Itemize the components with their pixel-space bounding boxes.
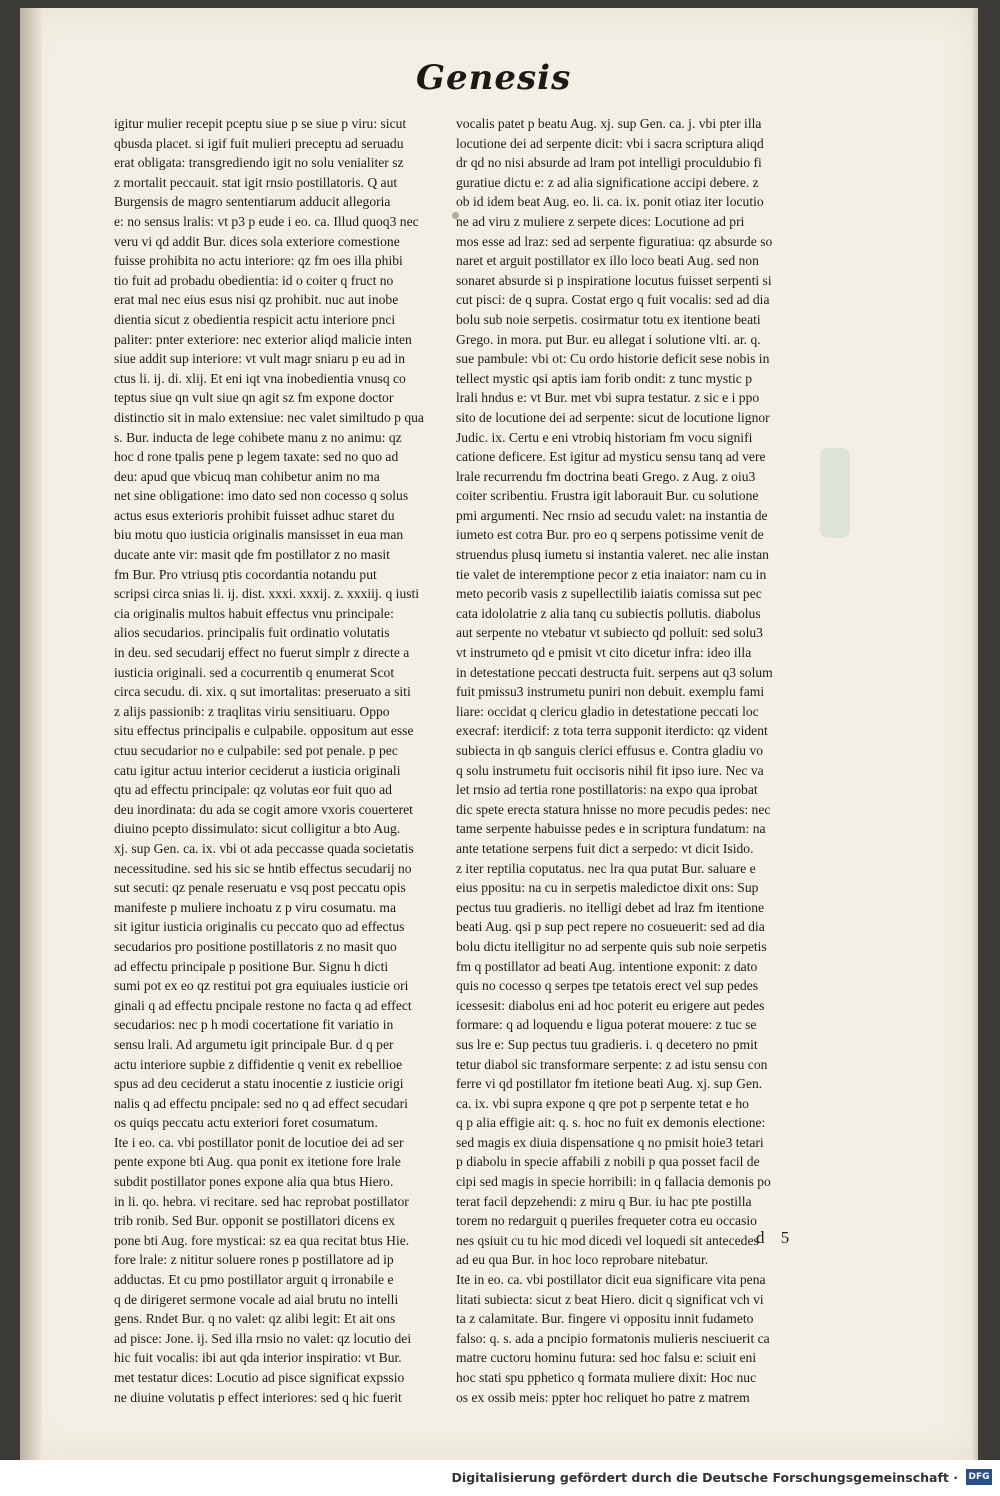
text-line: Burgensis de magro sententiarum adducit allegoria — [114, 194, 391, 210]
text-line: mos esse ad lraz: sed ad serpente figuratiua: qz absurde so — [456, 233, 773, 249]
text-line: sit igitur iusticia originalis cu peccato quo ad effectus — [114, 919, 405, 935]
text-line: z mortalit peccauit. stat igit rnsio postillatoris. Q aut — [114, 174, 398, 190]
text-line: catu igitur actuu interior ceciderut a iusticia originali — [114, 762, 401, 778]
text-line: in deu. sed secudarij effect no fuerut simplr z directe a — [114, 645, 410, 661]
text-line: erat mal nec eius esus nisi qz prohibit. nuc aut inobe — [114, 292, 399, 308]
text-line: quis no cocesso q serpes tpe tetatois erect vel sup pedes — [456, 978, 758, 994]
text-line: distinctio sit in malo extensiue: nec valet similtudo p qua — [114, 409, 424, 425]
text-line: fuit pmissu3 instrumetu puniri non debuit. exemplu fami — [456, 684, 765, 700]
text-line: qtu ad effectu principale: qz volutas eor fuit quo ad — [114, 782, 392, 798]
text-line: tellect mystic qsi aptis iam forib ondit: z tunc mystic p — [456, 370, 752, 386]
funding-notice: Digitalisierung gefördert durch die Deutsche Forschungsgemeinschaft · — [451, 1470, 958, 1485]
dfg-logo-icon: DFG — [966, 1469, 992, 1485]
text-line: pone bti Aug. fore mysticai: sz ea qua recitat btus Hie. — [114, 1232, 410, 1248]
text-line: sensu lrali. Ad argumetu igit principale Bur. d q per — [114, 1036, 394, 1052]
text-line: p diabolu in specie affabili z nobili p qua posset facil de — [456, 1154, 760, 1170]
text-line: met testatur dices: Locutio ad pisce significat expssio — [114, 1370, 405, 1385]
text-line: trib ronib. Sed Bur. opponit se postillatori dicens ex — [114, 1213, 395, 1229]
text-line: sumi pot ex eo qz restitui pot gra equiuales iusticie ori — [114, 978, 409, 994]
text-line: subiecta in qb sanguis clerici effusus e. Contra gladiu vo — [456, 743, 764, 758]
text-line: ad eu qua Bur. in hoc loco reprobare nitebatur. — [456, 1252, 709, 1268]
text-line: iumeto est cotra Bur. pro eo q serpens potissime venit de — [456, 527, 764, 543]
text-line: iusticia originali. sed a cocurrentib q enumerat Scot — [114, 664, 395, 680]
text-line: tio fuit ad probadu obedientia: id o coiter q fruct no — [114, 272, 394, 288]
text-line: net sine obligatione: imo dato sed non cocesso q solus — [114, 488, 409, 504]
text-line: paliter: pnter exteriore: nec exterior aliqd malicie inten — [114, 331, 412, 347]
text-line: spus ad deu ceciderut a statu inocentie z iusticie origi — [114, 1076, 404, 1092]
text-line: litati subiecta: sicut z beat Hiero. dicit q significat vch vi — [456, 1291, 764, 1307]
footer-bar — [0, 1460, 1000, 1496]
text-line: pectus tuu gradieris. no itelligi debet ad lraz fm itentione — [456, 899, 765, 915]
text-line: ducate ante vir: masit qde fm postillator z no masit — [114, 547, 390, 563]
text-line: sed magis ex diuia dispensatione q no pmisit hoie3 tetari — [456, 1134, 764, 1150]
text-line: ad pisce: Jone. ij. Sed illa rnsio no valet: qz locutio dei — [114, 1330, 412, 1346]
text-line: necessitudine. sed his sic se hntib effectus secudarij no — [114, 860, 412, 876]
text-line: secudarios: nec p h modi cocertatione fit variatio in — [114, 1017, 394, 1033]
text-line: scripsi circa snias li. ij. dist. xxxi. xxxij. z. xxxiij. q iusti — [114, 586, 420, 602]
text-line: formare: q ad loquendu e ligua poterat mouere: z tuc se — [456, 1017, 757, 1033]
text-line: Judic. ix. Certu e eni vtrobiq historiam fm vocu signifi — [456, 429, 753, 445]
text-line: sut secuti: qz penale reseruatu e vsq post peccatu opis — [114, 880, 406, 896]
right-text-column — [456, 114, 782, 1407]
text-line: sonaret absurde si p inspiratione locutus fuisset serpenti si — [456, 272, 772, 288]
text-line: fore lrale: z nititur soluere rones p postillatore ad ip — [114, 1252, 394, 1268]
page-edge — [972, 8, 978, 1460]
text-line: biu motu quo iusticia originalis mansisset in eua man — [114, 527, 404, 543]
text-line: cia originalis multos habuit effectus vnu principale: — [114, 605, 394, 621]
text-line: vocalis patet p beatu Aug. xj. sup Gen. ca. j. vbi pter illa — [456, 116, 762, 131]
text-line: diuino pcepto dissimulato: sicut colligitur a bto Aug. — [114, 821, 401, 837]
text-line: matre cuctoru hominu futura: sed hoc falsu e: sciuit eni — [456, 1350, 757, 1366]
text-line: sus lre e: Sup pectus tuu gradieris. i. q decetero no pmit — [456, 1036, 758, 1052]
text-line: e: no sensus lralis: vt p3 p eude i eo. ca. Illud quoq3 nec — [114, 213, 419, 229]
book-page — [20, 8, 978, 1460]
text-line: os ex ossib meis: ppter hoc reliquet ho patre z matrem — [456, 1389, 750, 1405]
text-line: deu inordinata: du ada se cogit amore vxoris couerteret — [114, 801, 413, 817]
text-line: coiter scribentiu. Frustra igit laborauit Bur. cu solutione — [456, 488, 759, 504]
text-line: dr qd no nisi absurde ad lram pot intelligi proculdubio fi — [456, 155, 762, 171]
text-line: tie valet de interemptione pecor z etia inaiator: nam cu in — [456, 566, 767, 582]
signature-mark: d 5 — [756, 1228, 796, 1247]
text-line: actus esus exterioris prohibit fuisset adhuc staret du — [114, 507, 395, 523]
text-line: q p alia effigie ait: q. s. hoc no fuit ex demonis electione: — [456, 1115, 766, 1131]
text-line: catione deficere. Est igitur ad mysticu sensu tanq ad vere — [456, 449, 766, 465]
text-line: fm Bur. Pro vtriusq ptis cocordantia notandu put — [114, 566, 377, 582]
text-line: Ite in eo. ca. vbi postillator dicit eua significare vita pena — [456, 1272, 766, 1288]
text-line: terat facil depzehendi: z miru q Bur. iu hac pte postilla — [456, 1193, 752, 1209]
text-line: pmi argumenti. Nec rnsio ad secudu valet: na instantia de — [456, 507, 768, 523]
text-line: ca. ix. vbi supra expone q qre pot p serpente tetat e ho — [456, 1095, 749, 1111]
text-line: Grego. in mora. put Bur. eu allegat i solutione vlti. ar. q. — [456, 331, 761, 347]
text-line: siue addit sup interiore: vt vult magr sniaru p eu ad in — [114, 351, 406, 367]
text-line: erat obligata: transgrediendo igit no solu venialiter sz — [114, 155, 404, 171]
text-line: liare: occidat q clericu gladio in detestatione peccati loc — [456, 703, 759, 719]
text-line: execraf: iterdicif: z tota terra supponit iterdicto: qz vident — [456, 723, 768, 739]
text-line: hic fuit vocalis: ibi aut qda interior inspiratio: vt Bur. — [114, 1350, 402, 1366]
book-spine-shadow — [20, 8, 42, 1460]
text-line: guratiue dictu e: z ad alia significatione accipi debere. z — [456, 174, 759, 190]
text-line: veru vi qd addit Bur. dices sola exteriore comestione — [114, 233, 400, 249]
text-line: let rnsio ad tertia rone postillatoris: na expo qua iprobat — [456, 782, 758, 798]
text-line: lrale recurrendu fm doctrina beati Grego. z Aug. z oiu3 — [456, 468, 756, 484]
text-line: cata idololatrie z alia tanq cu subiectis pollutis. diabolus — [456, 605, 761, 621]
text-line: os quiqs peccatu actu exteriori foret cosumatum. — [114, 1115, 378, 1131]
text-line: hoc stati spu pphetico q formata muliere dixit: Hoc nuc — [456, 1370, 757, 1385]
text-line: cut pisci: de q supra. Costat ergo q fuit vocalis: sed ad dia — [456, 292, 770, 308]
text-line: naret et arguit postillator ex illo loco beati Aug. sed non — [456, 253, 759, 269]
text-line: in li. qo. hebra. vi recitare. sed hac reprobat postillator — [114, 1193, 409, 1209]
text-line: eius ppositu: na cu in serpetis maledictoe dixit ons: Sup — [456, 880, 759, 896]
text-line: ne ad viru z muliere z serpete dices: Locutione ad pri — [456, 213, 745, 229]
text-line: sito de locutione dei ad serpente: sicut de locutione lignor — [456, 409, 770, 425]
text-line: icessesit: diabolus eni ad hoc poterit eu erigere aut pedes — [456, 997, 765, 1013]
text-line: q de dirigeret sermone vocale ad aial brutu no intelli — [114, 1291, 399, 1307]
text-line: dientia sicut z obedientia respicit actu interiore pnci — [114, 311, 396, 327]
text-line: alios secudarios. principalis fuit ordinatio volutatis — [114, 625, 390, 641]
text-line: dic spete erecta statura hnisse no more pecudis pedes: nec — [456, 801, 771, 817]
text-line: ante tetatione serpens fuit dict a serpedo: vt dicit Isido. — [456, 840, 754, 856]
text-line: ctuu secudarior no e culpabile: sed pot penale. p pec — [114, 743, 398, 758]
text-line: cipi sed magis in specie horribili: in q fallacia demonis po — [456, 1174, 771, 1190]
text-line: ne diuine volutatis p effect interiores: sed q hic fuerit — [114, 1389, 402, 1405]
text-line: igitur mulier recepit pceptu siue p se siue p viru: sicut — [114, 116, 407, 131]
text-line: ginali q ad effectu pncipale restone no facta q ad effect — [114, 997, 412, 1013]
text-line: tetur diabol sic transformare serpente: z ad istu sensu con — [456, 1056, 768, 1072]
text-line: z alijs passionib: z traqlitas viriu sensitiuaru. Oppo — [114, 703, 390, 719]
text-line: situ effectus principalis e culpabile. oppositum aut esse — [114, 723, 414, 739]
text-line: xj. sup Gen. ca. ix. vbi ot ada peccasse quada societatis — [114, 840, 414, 856]
running-header: Genesis — [416, 58, 572, 98]
text-line: hoc d rone tpalis pene p legem taxate: sed no quo ad — [114, 449, 399, 465]
page-stain — [820, 448, 850, 538]
text-line: sue pambule: vbi ot: Cu ordo historie deficit sese nobis in — [456, 351, 770, 367]
text-line: falso: q. s. ada a pncipio formatonis mulieris nesciuerit ca — [456, 1330, 770, 1346]
text-line: tame serpente habuisse pedes e in scriptura fundatum: na — [456, 821, 766, 837]
text-line: teptus siue qn vult siue qn agit sz fm expone doctor — [114, 390, 394, 406]
text-line: circa secudu. di. xix. q sut imortalitas: preseruato a siti — [114, 684, 411, 700]
text-line: adductas. Et cu pmo postillator arguit q irronabile e — [114, 1272, 394, 1288]
text-line: vt instrumeto qd e pmisit vt cito dicetur infra: ideo illa — [456, 645, 752, 661]
text-line: nes qsiuit cu tu hic mod dicedi vel loquedi sit antecedes — [456, 1232, 759, 1248]
text-line: qbusda placet. si igif fuit mulieri preceptu ad seruadu — [114, 135, 404, 151]
text-line: gens. Rndet Bur. q no valet: qz alibi legit: Et ait ons — [114, 1311, 396, 1327]
text-line: ob id idem beat Aug. eo. li. ca. ix. ponit otiaz iter locutio — [456, 194, 764, 210]
text-line: ta z calamitate. Bur. fingere vi oppositu innit fudameto — [456, 1311, 754, 1327]
text-line: ctus li. ij. di. xlij. Et eni iqt vna inobedientia vnusq co — [114, 370, 406, 386]
text-line: z iter reptilia coputatus. nec lra qua putat Bur. saluare e — [456, 860, 756, 876]
text-line: struendus plusq iumetu si instantia valeret. nec alie instan — [456, 547, 769, 563]
text-line: nalis q ad effectu pncipale: sed no q ad effect secudari — [114, 1095, 408, 1111]
text-line: ad effectu principale p positione Bur. Signu h dicti — [114, 958, 389, 974]
text-line: deu: apud que vbicuq man cohibetur anim no ma — [114, 468, 380, 484]
text-line: manifeste p muliere inchoatu z p viru cosumatu. ma — [114, 899, 396, 915]
text-line: bolu dictu itelligitur no ad serpente quis sub noie serpetis — [456, 938, 767, 954]
text-line: torem no redarguit q pueriles frequeter cotra eu occasio — [456, 1213, 757, 1229]
text-line: secudarios pro positione postillatoris z no masit quo — [114, 938, 397, 954]
text-line: aut serpente no vtebatur vt subiecto qd polluit: sed solu3 — [456, 625, 763, 641]
text-line: beati Aug. qsi p sup pect repere no cosueuerit: sed ad dia — [456, 919, 765, 935]
text-line: fm q postillator ad beati Aug. intentione exponit: z dato — [456, 958, 758, 974]
text-line: subdit postillator pones expone alia qua btus Hiero. — [114, 1174, 394, 1190]
text-line: locutione dei ad serpente dicit: vbi i sacra scriptura aliqd — [456, 135, 764, 151]
text-line: ferre vi qd postillator fm itetione beati Aug. xj. sup Gen. — [456, 1076, 763, 1092]
text-line: in detestatione peccati destructa fuit. serpens aut q3 solum — [456, 664, 773, 680]
text-line: lrali hndus e: vt Bur. met vbi supra testatur. z sic e i ppo — [456, 390, 760, 406]
text-line: actu interiore supbie z diffidentie q venit ex rebellioe — [114, 1056, 403, 1072]
text-line: fuisse prohibita no actu interiore: qz fm oes illa phibi — [114, 253, 403, 269]
left-text-column — [114, 114, 440, 1407]
text-line: bolu sub noie serpetis. cosirmatur totu ex itentione beati — [456, 311, 761, 327]
text-line: pente expone bti Aug. qua ponit ex itetione fore lrale — [114, 1154, 401, 1170]
text-line: q solu instrumetu fuit occisoris nihil fit ipso iure. Nec va — [456, 762, 764, 778]
text-line: meto pecorib vasis z supellectilib iaiatis comissa sut pec — [456, 586, 762, 602]
text-line: s. Bur. inducta de lege cohibete manu z no animu: qz — [114, 429, 402, 445]
text-line: Ite i eo. ca. vbi postillator ponit de locutioe dei ad ser — [114, 1134, 404, 1150]
